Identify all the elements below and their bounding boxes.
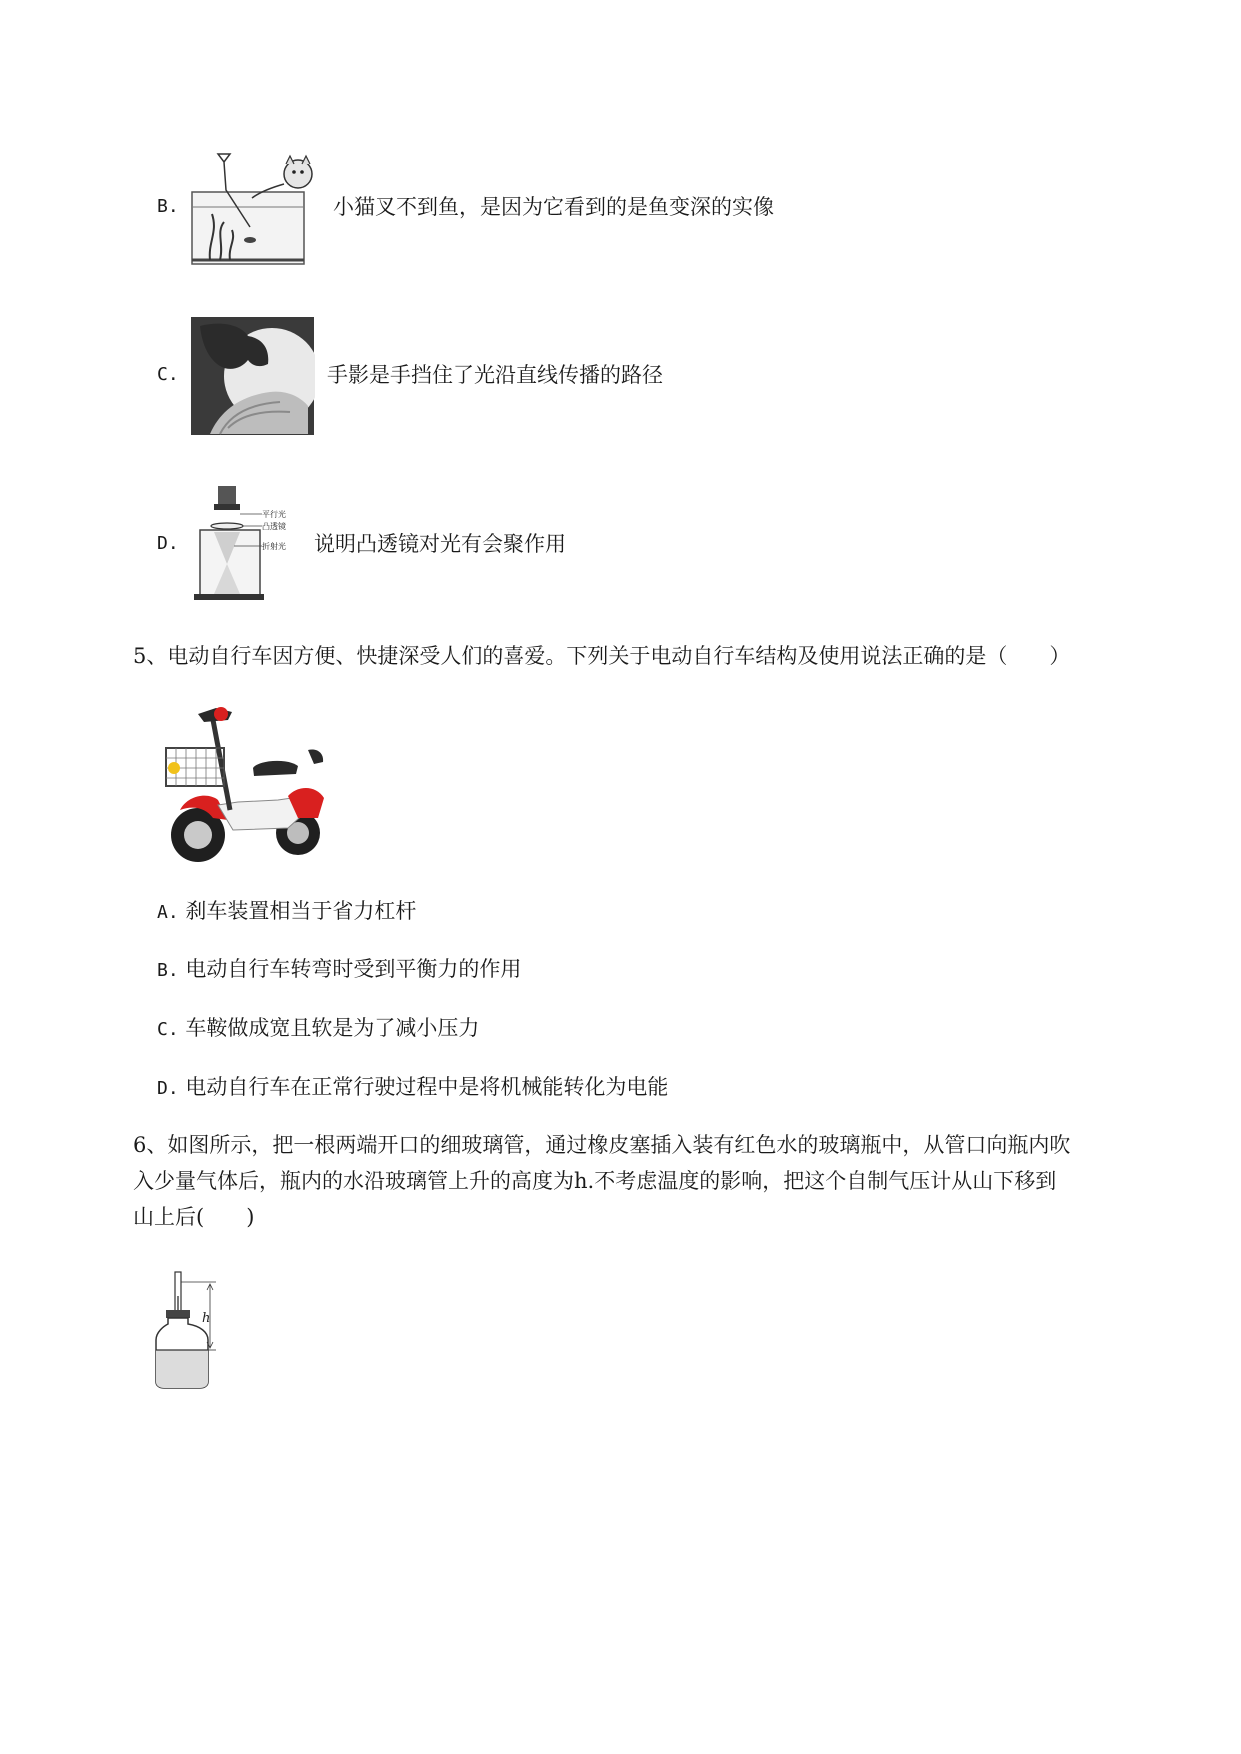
question-6-stem — [133, 1127, 1071, 1235]
q5-option-b[interactable] — [157, 959, 521, 980]
label-refracted-light: 折射光 — [262, 542, 286, 551]
option-b-text: 小猫叉不到鱼，是因为它看到的是鱼变深的实像 — [333, 195, 774, 219]
electric-bike-photo — [158, 700, 333, 870]
q5-option-b-text: 电动自行车转弯时受到平衡力的作用 — [185, 957, 522, 981]
q6-stem-line-1: 6、如图所示，把一根两端开口的细玻璃管，通过橡皮塞插入装有红色水的玻璃瓶中，从管口向瓶内吹 — [133, 1133, 1071, 1157]
q5-option-b-letter: B. — [157, 960, 179, 981]
label-h: h — [202, 1311, 211, 1326]
q6-stem-line-3: 山上后( ) — [133, 1205, 255, 1229]
q5-option-c-text: 车鞍做成宽且软是为了减小压力 — [185, 1016, 480, 1040]
option-d-letter: D. — [157, 533, 179, 554]
q5-option-c[interactable] — [157, 1018, 479, 1039]
label-parallel-light: 平行光 — [262, 510, 286, 519]
question-5-stem: 5、电动自行车因方便、快捷深受人们的喜爱。下列关于电动自行车结构及使用说法正确的是（ ） — [133, 644, 1071, 668]
convex-lens-figure — [190, 484, 300, 604]
q6-stem-line-2: 入少量气体后，瓶内的水沿玻璃管上升的高度为h.不考虑温度的影响，把这个自制气压计从山下移到 — [133, 1169, 1057, 1193]
option-d-text: 说明凸透镜对光有会聚作用 — [314, 532, 566, 556]
q5-option-a-letter: A. — [157, 902, 179, 923]
q5-option-d-text: 电动自行车在正常行驶过程中是将机械能转化为电能 — [185, 1075, 669, 1099]
q5-option-a[interactable] — [157, 901, 416, 922]
cat-fishing-figure — [190, 152, 320, 267]
option-b-letter: B. — [157, 196, 179, 217]
option-c-letter: C. — [157, 364, 179, 385]
q5-option-d-letter: D. — [157, 1078, 179, 1099]
hand-shadow-figure — [190, 316, 315, 436]
label-convex-lens: 凸透镜 — [262, 522, 286, 531]
option-c-text: 手影是手挡住了光沿直线传播的路径 — [327, 363, 663, 387]
q5-option-c-letter: C. — [157, 1019, 179, 1040]
q5-option-d[interactable] — [157, 1077, 668, 1098]
q5-option-a-text: 刹车装置相当于省力杠杆 — [185, 899, 417, 923]
barometer-bottle-figure — [150, 1268, 230, 1393]
